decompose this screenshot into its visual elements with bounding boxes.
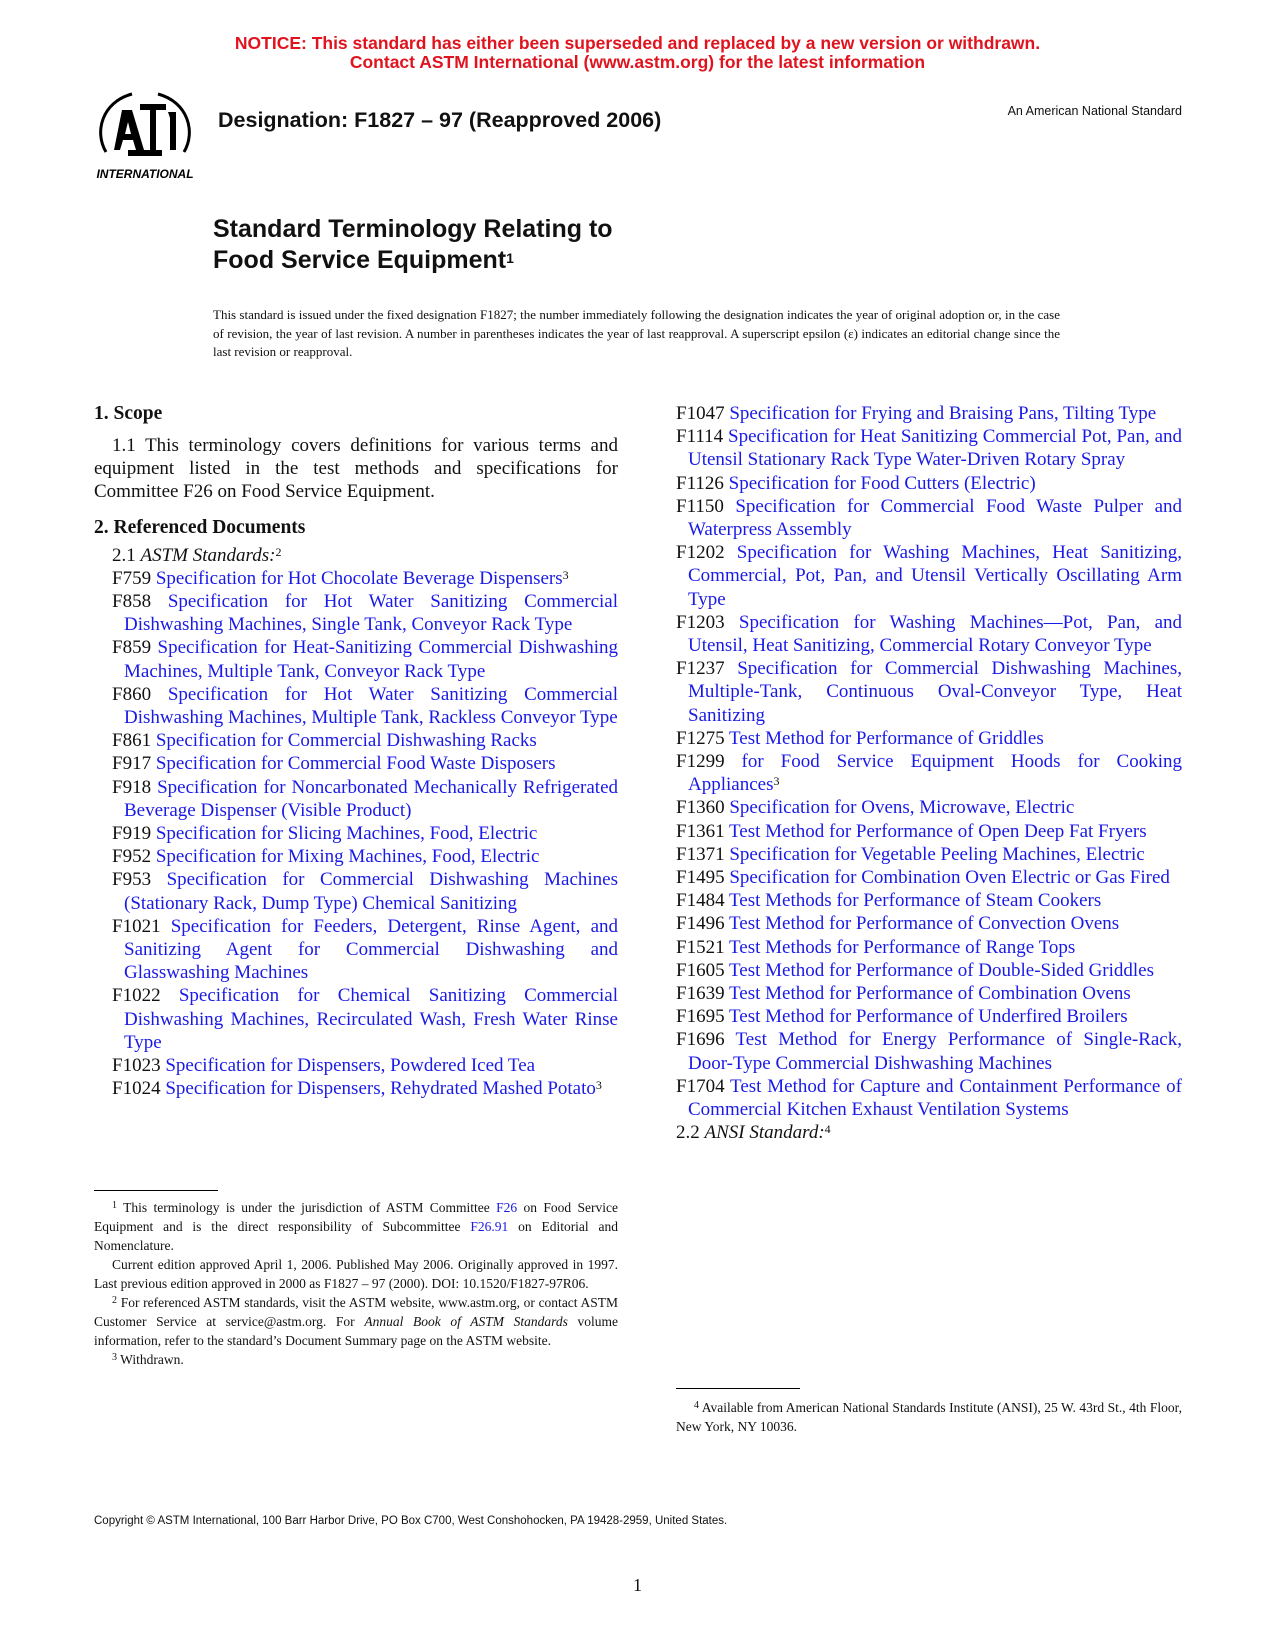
footnote-1-marker: 1 [112, 1200, 117, 1211]
footnote-2 [94, 1293, 618, 1350]
reference-item [676, 1075, 1182, 1121]
reference-title-link[interactable]: Specification for Mixing Machines, Food, Electric [155, 846, 540, 868]
reference-item [676, 541, 1182, 611]
reference-title-link[interactable]: Test Method for Energy Performance of Single-Rack, Door-Type Commercial Dishwashing Machines [688, 1029, 1182, 1074]
reference-code: F1371 [676, 843, 725, 865]
reference-item [676, 889, 1182, 912]
astm-standards-number: 2.1 [112, 544, 136, 566]
referenced-documents-heading: 2. Referenced Documents [94, 516, 306, 538]
reference-item [112, 1077, 618, 1100]
reference-title-link[interactable]: Test Method for Performance of Griddles [729, 727, 1044, 749]
reference-title-link[interactable]: Test Method for Performance of Double-Sided Griddles [729, 959, 1155, 981]
reference-title-link[interactable]: Specification for Vegetable Peeling Machines, Electric [729, 843, 1145, 865]
reference-code: F1022 [112, 985, 161, 1007]
footnotes-left [94, 1198, 618, 1369]
reference-item [676, 657, 1182, 727]
footnote-4 [676, 1398, 1182, 1436]
scope-heading: 1. Scope [94, 403, 163, 424]
reference-code: F1114 [676, 426, 724, 448]
reference-item [112, 915, 618, 985]
reference-code: F1639 [676, 983, 725, 1005]
reference-title-link[interactable]: Specification for Noncarbonated Mechanically Refrigerated Beverage Dispenser (Visible Product) [124, 776, 619, 821]
reference-code: F1704 [676, 1075, 725, 1097]
reference-code: F1047 [676, 403, 725, 424]
reference-footnote-ref: 3 [595, 1078, 602, 1093]
footnote-2-text-b: volume information, refer to the standard’s Document Summary page on the ASTM website. [94, 1314, 619, 1348]
designation: Designation: F1827 – 97 (Reapproved 2006) [218, 108, 662, 132]
ansi-standard-footnote-ref: 4 [824, 1122, 831, 1137]
footnote-1-text-b: on Food Service Equipment and is the direct responsibility of Subcommittee [94, 1200, 618, 1234]
reference-title-link[interactable]: Specification for Feeders, Detergent, Rinse Agent, and Sanitizing Agent for Commercial Dishwashing and Glasswashing Machines [124, 915, 618, 984]
right-reference-list [676, 402, 1182, 1121]
reference-item [112, 845, 618, 868]
reference-item [676, 959, 1182, 982]
footnote-1-text-c: on Editorial and Nomenclature. [94, 1219, 619, 1253]
astm-standards-subheading [112, 544, 618, 567]
footnote-2-marker: 2 [112, 1295, 117, 1306]
reference-item [676, 982, 1182, 1005]
reference-code: F1484 [676, 890, 725, 912]
footnote-rule-right [676, 1388, 800, 1389]
reference-title-link[interactable]: Specification for Dispensers, Rehydrated Mashed Potato [165, 1078, 596, 1100]
reference-title-link[interactable]: Test Method for Performance of Underfired Broilers [729, 1006, 1128, 1028]
reference-item [112, 984, 618, 1054]
footnotes-right [676, 1398, 1182, 1436]
reference-title-link[interactable]: Specification for Hot Water Sanitizing Commercial Dishwashing Machines, Multiple Tank, Rackless Conveyor Type [124, 683, 619, 729]
title-footnote-ref: 1 [506, 250, 514, 266]
reference-code: F1126 [676, 472, 724, 494]
reference-code: F1696 [676, 1029, 725, 1051]
reference-code: F861 [112, 730, 152, 752]
reference-item [676, 843, 1182, 866]
reference-title-link[interactable]: Specification for Slicing Machines, Food, Electric [155, 823, 538, 845]
reference-code: F858 [112, 591, 152, 613]
left-reference-list [94, 567, 618, 1101]
footnote-1-text-a: This terminology is under the jurisdiction of ASTM Committee [123, 1200, 490, 1215]
reference-item [112, 1054, 618, 1077]
withdrawn-notice [0, 34, 1275, 72]
reference-code: F1202 [676, 542, 725, 564]
reference-item [112, 868, 618, 914]
reference-title-link[interactable]: Test Method for Performance of Open Deep Fat Fryers [729, 820, 1147, 842]
footnote-2-text-a: For referenced ASTM standards, visit the ASTM website, www.astm.org, or contact ASTM Customer Service at service@astm.org. For [94, 1295, 619, 1329]
logo-international-text: INTERNATIONAL [96, 167, 194, 181]
reference-item [676, 936, 1182, 959]
reference-code: F1496 [676, 913, 725, 935]
reference-item [112, 567, 618, 590]
reference-item [676, 495, 1182, 541]
reference-item [676, 611, 1182, 657]
reference-item [112, 729, 618, 752]
ansi-standard-label: ANSI Standard: [704, 1122, 825, 1144]
reference-code: F1024 [112, 1078, 161, 1100]
footnote-3-text: Withdrawn. [120, 1352, 184, 1367]
reference-title-link[interactable]: Specification for Hot Water Sanitizing Commercial Dishwashing Machines, Single Tank, Conveyor Rack Type [124, 591, 619, 636]
reference-title-link[interactable]: Specification for Food Cutters (Electric) [728, 472, 1036, 494]
reference-title-link[interactable]: Test Method for Performance of Combination Ovens [729, 983, 1131, 1005]
footnote-1 [94, 1198, 618, 1255]
reference-code: F1299 [676, 751, 725, 773]
notice-line-1: NOTICE: This standard has either been superseded and replaced by a new version or withdrawn. [234, 33, 1041, 53]
reference-code: F1495 [676, 867, 725, 889]
page-number: 1 [633, 1575, 642, 1595]
reference-title-link[interactable]: Specification for Heat-Sanitizing Commercial Dishwashing Machines, Multiple Tank, Conveyor Rack Type [124, 637, 619, 682]
reference-code: F1021 [112, 915, 161, 937]
reference-code: F919 [112, 823, 152, 845]
document-title [213, 214, 613, 276]
reference-title-link[interactable]: Specification for Heat Sanitizing Commercial Pot, Pan, and Utensil Stationary Rack Type Water-Driven Rotary Spray [688, 426, 1182, 471]
subcommittee-f26-91-link[interactable]: F26.91 [470, 1219, 509, 1234]
reference-item [676, 750, 1182, 796]
reference-item [676, 402, 1182, 425]
reference-code: F1275 [676, 727, 725, 749]
footnote-3-marker: 3 [112, 1352, 117, 1363]
committee-f26-link[interactable]: F26 [496, 1200, 518, 1215]
reference-title-link[interactable]: Specification for Commercial Food Waste Pulper and Waterpress Assembly [688, 495, 1183, 541]
reference-title-link[interactable]: Test Method for Capture and Containment Performance of Commercial Kitchen Exhaust Ventilation Systems [688, 1075, 1182, 1121]
reference-item [676, 425, 1182, 471]
astm-logo [92, 88, 198, 184]
reference-code: F1360 [676, 797, 725, 819]
reference-title-link[interactable]: Specification for Commercial Dishwashing Racks [155, 730, 537, 752]
reference-code: F860 [112, 683, 152, 705]
astm-standards-footnote-ref: 2 [275, 544, 282, 559]
reference-title-link[interactable]: Specification for Dispensers, Powdered Iced Tea [165, 1055, 536, 1077]
reference-title-link[interactable]: Test Methods for Performance of Steam Cookers [729, 890, 1102, 912]
footnote-3 [94, 1350, 618, 1369]
left-column [94, 402, 618, 1100]
reference-code: F1150 [676, 495, 724, 517]
reference-item [676, 1005, 1182, 1028]
reference-item [676, 796, 1182, 819]
reference-item [676, 1028, 1182, 1074]
reference-code: F1023 [112, 1055, 161, 1077]
reference-item [676, 820, 1182, 843]
title-line-1: Standard Terminology Relating to [213, 215, 613, 243]
reference-title-link[interactable]: Specification for Washing Machines, Heat Sanitizing, Commercial, Pot, Pan, and Utensil Vertically Oscillating Arm Type [688, 542, 1183, 610]
reference-title-link[interactable]: Specification for Washing Machines—Pot, Pan, and Utensil, Heat Sanitizing, Commercial Rotary Conveyor Type [688, 611, 1183, 657]
footnote-4-text: Available from American National Standards Institute (ANSI), 25 W. 43rd St., 4th Floor, New York, NY 10036. [676, 1400, 1182, 1434]
scope-paragraph: 1.1 This terminology covers definitions for various terms and equipment listed in the test methods and specifications for Committee F26 on Food Service Equipment. [94, 435, 618, 503]
title-line-2-text: Food Service Equipment [213, 246, 507, 274]
ansi-standard-subheading [676, 1121, 1182, 1144]
reference-item [112, 822, 618, 845]
footnote-4-marker: 4 [694, 1400, 699, 1411]
reference-code: F859 [112, 637, 152, 659]
title-line-2 [213, 245, 613, 276]
reference-code: F918 [112, 776, 152, 798]
reference-item [112, 636, 618, 682]
reference-title-link[interactable]: Specification for Commercial Dishwashing Machines (Stationary Rack, Dump Type) Chemical Sanitizing [124, 869, 619, 914]
preamble: This standard is issued under the fixed designation F1827; the number immediately following the designation indicates the year of original adoption or, in the case of revision, the year of last revision. A number in parentheses indicates the year of last reapproval. A superscript epsilon (ε) indicates an editorial change since the last revision or reapproval. [213, 307, 1060, 359]
ansi-standard-number: 2.2 [676, 1122, 700, 1144]
reference-title-link[interactable]: Specification for Hot Chocolate Beverage Dispensers [155, 567, 563, 589]
reference-item [112, 752, 618, 775]
reference-title-link[interactable]: Specification for Combination Oven Electric or Gas Fired [729, 867, 1170, 889]
reference-item [676, 472, 1182, 495]
reference-title-link[interactable]: Specification for Commercial Food Waste Disposers [155, 753, 556, 775]
reference-code: F1361 [676, 820, 725, 842]
reference-code: F952 [112, 846, 152, 868]
reference-item [112, 590, 618, 636]
reference-code: F1521 [676, 936, 725, 958]
footnote-2-italic: Annual Book of ASTM Standards [364, 1314, 568, 1329]
reference-code: F1605 [676, 959, 725, 981]
right-column [676, 402, 1182, 1145]
reference-code: F953 [112, 869, 152, 891]
reference-item [112, 683, 618, 729]
footnote-1-edition: Current edition approved April 1, 2006. Published May 2006. Originally approved in 1997. Last previous edition approved in 2000 as F1827 – 97 (2000). DOI: 10.1520/F1827-97R06. [94, 1257, 618, 1291]
reference-title-link[interactable]: Specification for Ovens, Microwave, Electric [729, 797, 1075, 819]
reference-title-link[interactable]: for Food Service Equipment Hoods for Cooking Appliances [688, 751, 1182, 796]
reference-title-link[interactable]: Specification for Commercial Dishwashing Machines, Multiple-Tank, Continuous Oval-Conveyor Type, Heat Sanitizing [688, 658, 1182, 726]
reference-footnote-ref: 3 [773, 774, 780, 789]
reference-item [676, 727, 1182, 750]
notice-line-2: Contact ASTM International (www.astm.org) for the latest information [349, 52, 926, 72]
astm-standards-label: ASTM Standards: [140, 544, 276, 566]
reference-title-link[interactable]: Test Method for Performance of Convection Ovens [729, 913, 1120, 935]
reference-code: F917 [112, 753, 152, 775]
reference-code: F1237 [676, 658, 725, 680]
reference-footnote-ref: 3 [562, 567, 569, 582]
reference-code: F759 [112, 567, 152, 589]
reference-code: F1203 [676, 611, 725, 633]
reference-title-link[interactable]: Test Methods for Performance of Range Tops [729, 936, 1076, 958]
copyright: Copyright © ASTM International, 100 Barr Harbor Drive, PO Box C700, West Conshohocken, PA 19428-2959, United States. [94, 1515, 728, 1527]
american-national-standard-label: An American National Standard [1007, 104, 1182, 118]
reference-title-link[interactable]: Specification for Chemical Sanitizing Commercial Dishwashing Machines, Recirculated Wash, Fresh Water Rinse Type [124, 985, 618, 1053]
footnote-rule-left [94, 1190, 218, 1191]
reference-item [676, 866, 1182, 889]
reference-item [112, 776, 618, 822]
reference-title-link[interactable]: Specification for Frying and Braising Pans, Tilting Type [729, 403, 1157, 424]
reference-code: F1695 [676, 1006, 725, 1028]
reference-item [676, 912, 1182, 935]
